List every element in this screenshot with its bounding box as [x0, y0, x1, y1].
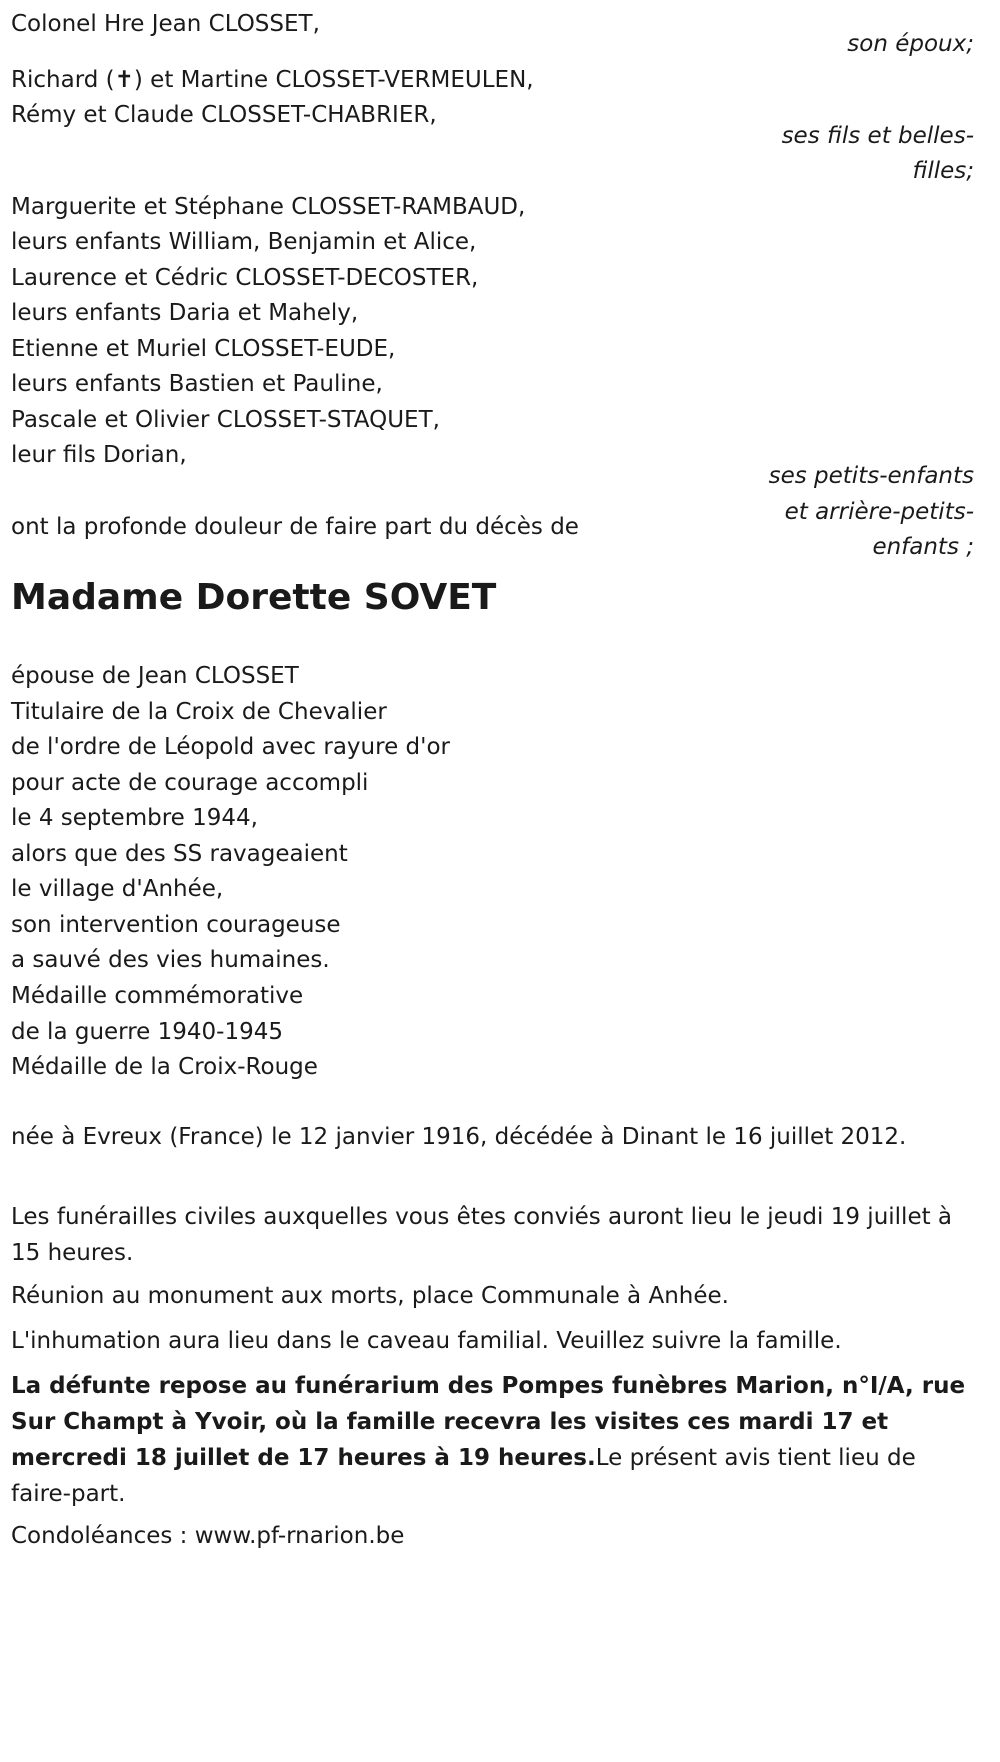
bio-line-12: Médaille de la Croix-Rouge: [11, 1054, 318, 1080]
announcement-text: ont la profonde douleur de faire part du décès de: [11, 514, 579, 540]
bio-line-3: de l'ordre de Léopold avec rayure d'or: [11, 734, 450, 760]
visits-bold-text: La défunte repose au funérarium des Pompes funèbres Marion, n°I/A, rue Sur Champt à Yvoir, où la famille recevra les visites ces mardi 17 et mercredi 18 juillet de 17 heures à 19 heures.: [11, 1373, 966, 1471]
bio-line-10: Médaille commémorative: [11, 983, 304, 1009]
grandchild-line-4: leurs enfants Daria et Mahely,: [11, 300, 359, 326]
sons-role-line-1: ses fils et belles-: [781, 123, 974, 149]
bio-line-11: de la guerre 1940-1945: [11, 1019, 284, 1045]
husband-name: Colonel Hre Jean CLOSSET,: [11, 11, 320, 37]
funeral-paragraph: Les funérailles civiles auxquelles vous êtes conviés auront lieu le jeudi 19 juillet à 15 heures.: [11, 1204, 953, 1266]
deceased-name: Madame Dorette SOVET: [11, 577, 497, 618]
bio-line-7: le village d'Anhée,: [11, 876, 224, 902]
sons-role-line-2: filles;: [912, 158, 974, 184]
bio-line-2: Titulaire de la Croix de Chevalier: [11, 699, 387, 725]
birth-death-paragraph: née à Evreux (France) le 12 janvier 1916, décédée à Dinant le 16 juillet 2012.: [11, 1124, 907, 1150]
grandchildren-role-line-1: ses petits-enfants: [768, 463, 974, 489]
grandchild-line-7: Pascale et Olivier CLOSSET-STAQUET,: [11, 407, 440, 433]
bio-line-4: pour acte de courage accompli: [11, 770, 369, 796]
grandchild-line-2: leurs enfants William, Benjamin et Alice,: [11, 229, 477, 255]
son-line-1: Richard (✝) et Martine CLOSSET-VERMEULEN,: [11, 67, 534, 93]
bio-line-5: le 4 septembre 1944,: [11, 805, 258, 831]
bio-line-9: a sauvé des vies humaines.: [11, 947, 330, 973]
grandchildren-role-line-2: et arrière-petits-: [784, 499, 974, 525]
visits-tail-text: Le présent avis tient lieu de faire-part.: [11, 1445, 916, 1507]
bio-line-1: épouse de Jean CLOSSET: [11, 663, 299, 689]
condolences-line: Condoléances : www.pf-rnarion.be: [11, 1523, 405, 1549]
visits-paragraph: [11, 1368, 971, 1512]
grandchild-line-5: Etienne et Muriel CLOSSET-EUDE,: [11, 336, 396, 362]
grandchild-line-3: Laurence et Cédric CLOSSET-DECOSTER,: [11, 265, 479, 291]
bio-line-6: alors que des SS ravageaient: [11, 841, 348, 867]
burial-paragraph: L'inhumation aura lieu dans le caveau familial. Veuillez suivre la famille.: [11, 1328, 842, 1354]
grandchild-line-1: Marguerite et Stéphane CLOSSET-RAMBAUD,: [11, 194, 526, 220]
son-line-2: Rémy et Claude CLOSSET-CHABRIER,: [11, 102, 437, 128]
husband-role: son époux;: [847, 31, 974, 57]
grandchildren-role-line-3: enfants ;: [872, 534, 974, 560]
bio-line-8: son intervention courageuse: [11, 912, 341, 938]
grandchild-line-6: leurs enfants Bastien et Pauline,: [11, 371, 383, 397]
grandchild-line-8: leur fils Dorian,: [11, 442, 187, 468]
meeting-paragraph: Réunion au monument aux morts, place Communale à Anhée.: [11, 1283, 729, 1309]
